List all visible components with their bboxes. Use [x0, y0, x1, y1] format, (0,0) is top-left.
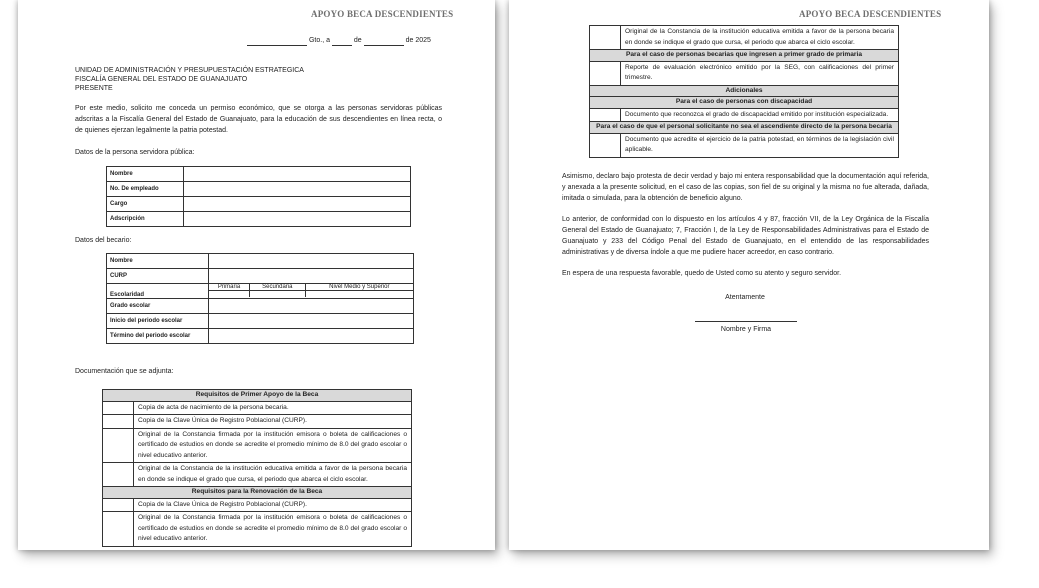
becario-field-label: Término del periodo escolar [107, 329, 209, 344]
closing-paragraph: En espera de una respuesta favorable, quedo de Usted como su atento y seguro servidor. [562, 270, 842, 277]
servant-name-input[interactable] [184, 167, 411, 182]
requirement-text: Original de la Constancia firmada por la institución emisora o boleta de calificaciones o certificado de estudios en donde se acredite el promedio mínimo de 8.0 del grado escolar o nivel educativo anterior. [134, 512, 412, 547]
servant-adscripcion-input[interactable] [184, 212, 411, 227]
section-title: Para el caso de personas con discapacidad [590, 97, 899, 109]
becario-inicio-input[interactable] [209, 314, 414, 329]
requirement-checkbox[interactable] [590, 26, 621, 50]
servant-field-label: Cargo [107, 197, 184, 212]
escolaridad-options [209, 284, 414, 299]
header-title: APOYO BECA DESCENDIENTES [311, 9, 454, 19]
recipient-line: UNIDAD DE ADMINISTRACIÓN Y PRESUPUESTACIÓN ESTRATEGICA [75, 67, 304, 74]
date-line: Gto., a de de 2025 [247, 35, 487, 46]
requirement-text: Documento que reconozca el grado de discapacidad emitido por institución especializada. [621, 108, 899, 122]
level-secundaria[interactable]: Secundaria [250, 284, 306, 291]
document-page-right [509, 0, 989, 550]
becario-table [106, 253, 414, 344]
becario-grado-input[interactable] [209, 299, 414, 314]
requirement-checkbox[interactable] [590, 133, 621, 157]
date-a: a [326, 37, 330, 44]
recipient-line: FISCALÍA GENERAL DEL ESTADO DE GUANAJUATO [75, 76, 248, 83]
atentamente-label: Atentamente [725, 294, 765, 301]
becario-field-label: Escolaridad [107, 284, 209, 299]
becario-field-label: Inicio del periodo escolar [107, 314, 209, 329]
docs-heading: Documentación que se adjunta: [75, 368, 174, 375]
becario-field-label: Grado escolar [107, 299, 209, 314]
recipient-block [75, 66, 304, 93]
requirement-checkbox[interactable] [103, 415, 134, 429]
recipient-line: PRESENTE [75, 85, 113, 92]
requirement-text: Original de la Constancia de la institución educativa emitida a favor de la persona becaria en donde se indique el grado que cursa, el periodo que abarca el ciclo escolar. [134, 463, 412, 487]
level-medio-superior[interactable]: Nivel Medio y Superior [305, 284, 413, 291]
servant-field-label: No. De empleado [107, 182, 184, 197]
requirement-checkbox[interactable] [103, 428, 134, 463]
requirements-table-left [102, 389, 412, 547]
signature-line[interactable] [695, 321, 797, 322]
becario-termino-input[interactable] [209, 329, 414, 344]
declaration-paragraph: Asimismo, declaro bajo protesta de decir verdad y bajo mi entera responsabilidad que la documentación aquí referida, y anexada a la presente solicitud, en el caso de las copias, son fiel de su original y la misma no fue alterada, dañada, imitada o simulada, para la obtención de beneficio alguno. [562, 173, 929, 202]
section-title: Requisitos para la Renovación de la Beca [103, 487, 412, 499]
intro-paragraph: Por este medio, solicito me conceda un permiso económico, que se otorga a las personas servidoras públicas adscritas a la Fiscalía General del Estado de Guanajuato, para la educación de sus descendientes en línea recta, o de quienes ejerzan legalmente la patria potestad. [75, 105, 442, 134]
date-place: Gto. [308, 37, 323, 44]
section-title: Para el caso de que el personal solicitante no sea el ascendiente directo de la persona becaria [590, 122, 899, 134]
becario-curp-input[interactable] [209, 269, 414, 284]
becario-field-label: CURP [107, 269, 209, 284]
section-title: Adicionales [590, 85, 899, 97]
requirement-text: Original de la Constancia firmada por la institución emisora o boleta de calificaciones o certificado de estudios en donde se acredite el promedio mínimo de 8.0 del grado escolar o nivel educativo anterior. [134, 428, 412, 463]
requirement-text: Copia de la Clave Única de Registro Poblacional (CURP). [134, 415, 412, 429]
becario-field-label: Nombre [107, 254, 209, 269]
requirement-checkbox[interactable] [103, 512, 134, 547]
header-title: APOYO BECA DESCENDIENTES [799, 9, 942, 19]
requirements-table-right [589, 25, 899, 158]
servant-table [106, 166, 411, 227]
requirement-checkbox[interactable] [103, 498, 134, 512]
servant-heading: Datos de la persona servidora pública: [75, 149, 195, 156]
servant-cargo-input[interactable] [184, 197, 411, 212]
date-year: de 2025 [405, 37, 431, 44]
document-page-left [18, 0, 495, 550]
section-title: Requisitos de Primer Apoyo de la Beca [103, 390, 412, 402]
requirement-checkbox[interactable] [590, 61, 621, 85]
signature-label: Nombre y Firma [720, 326, 772, 333]
becario-name-input[interactable] [209, 254, 414, 269]
becario-heading: Datos del becario: [75, 237, 132, 244]
requirement-text: Copia de la Clave Única de Registro Poblacional (CURP). [134, 498, 412, 512]
requirement-text: Documento que acredite el ejercicio de la patria potestad, en términos de la legislación civil aplicable. [621, 133, 899, 157]
servant-field-label: Nombre [107, 167, 184, 182]
requirement-checkbox[interactable] [103, 401, 134, 415]
requirement-checkbox[interactable] [103, 463, 134, 487]
requirement-text: Copia de acta de nacimiento de la persona becaria. [134, 401, 412, 415]
level-primaria[interactable]: Primaria [209, 284, 250, 291]
date-de: de [353, 37, 362, 44]
legal-paragraph: Lo anterior, de conformidad con lo dispuesto en los artículos 4 y 87, fracción VII, de la Ley Orgánica de la Fiscalía General del Estado de Guanajuato; 7, Fracción I, de la Ley de Responsabilidades Administrativas para el Estado de Guanajuato y 233 del Código Penal del Estado de Guanajuato, en el entendido de las responsabilidades administrativas y de diversa índole a que me pudiere hacer acreedor, en caso contrario. [562, 216, 929, 256]
servant-employee-input[interactable] [184, 182, 411, 197]
requirement-checkbox[interactable] [590, 108, 621, 122]
servant-field-label: Adscripción [107, 212, 184, 227]
requirement-text: Original de la Constancia de la institución educativa emitida a favor de la persona becaria en donde se indique el grado que cursa, el periodo que abarca el ciclo escolar. [621, 26, 899, 50]
section-title: Para el caso de personas becarias que ingresen a primer grado de primaria [590, 50, 899, 62]
requirement-text: Reporte de evaluación electrónico emitido por la SEG, con calificaciones del primer trimestre. [621, 61, 899, 85]
